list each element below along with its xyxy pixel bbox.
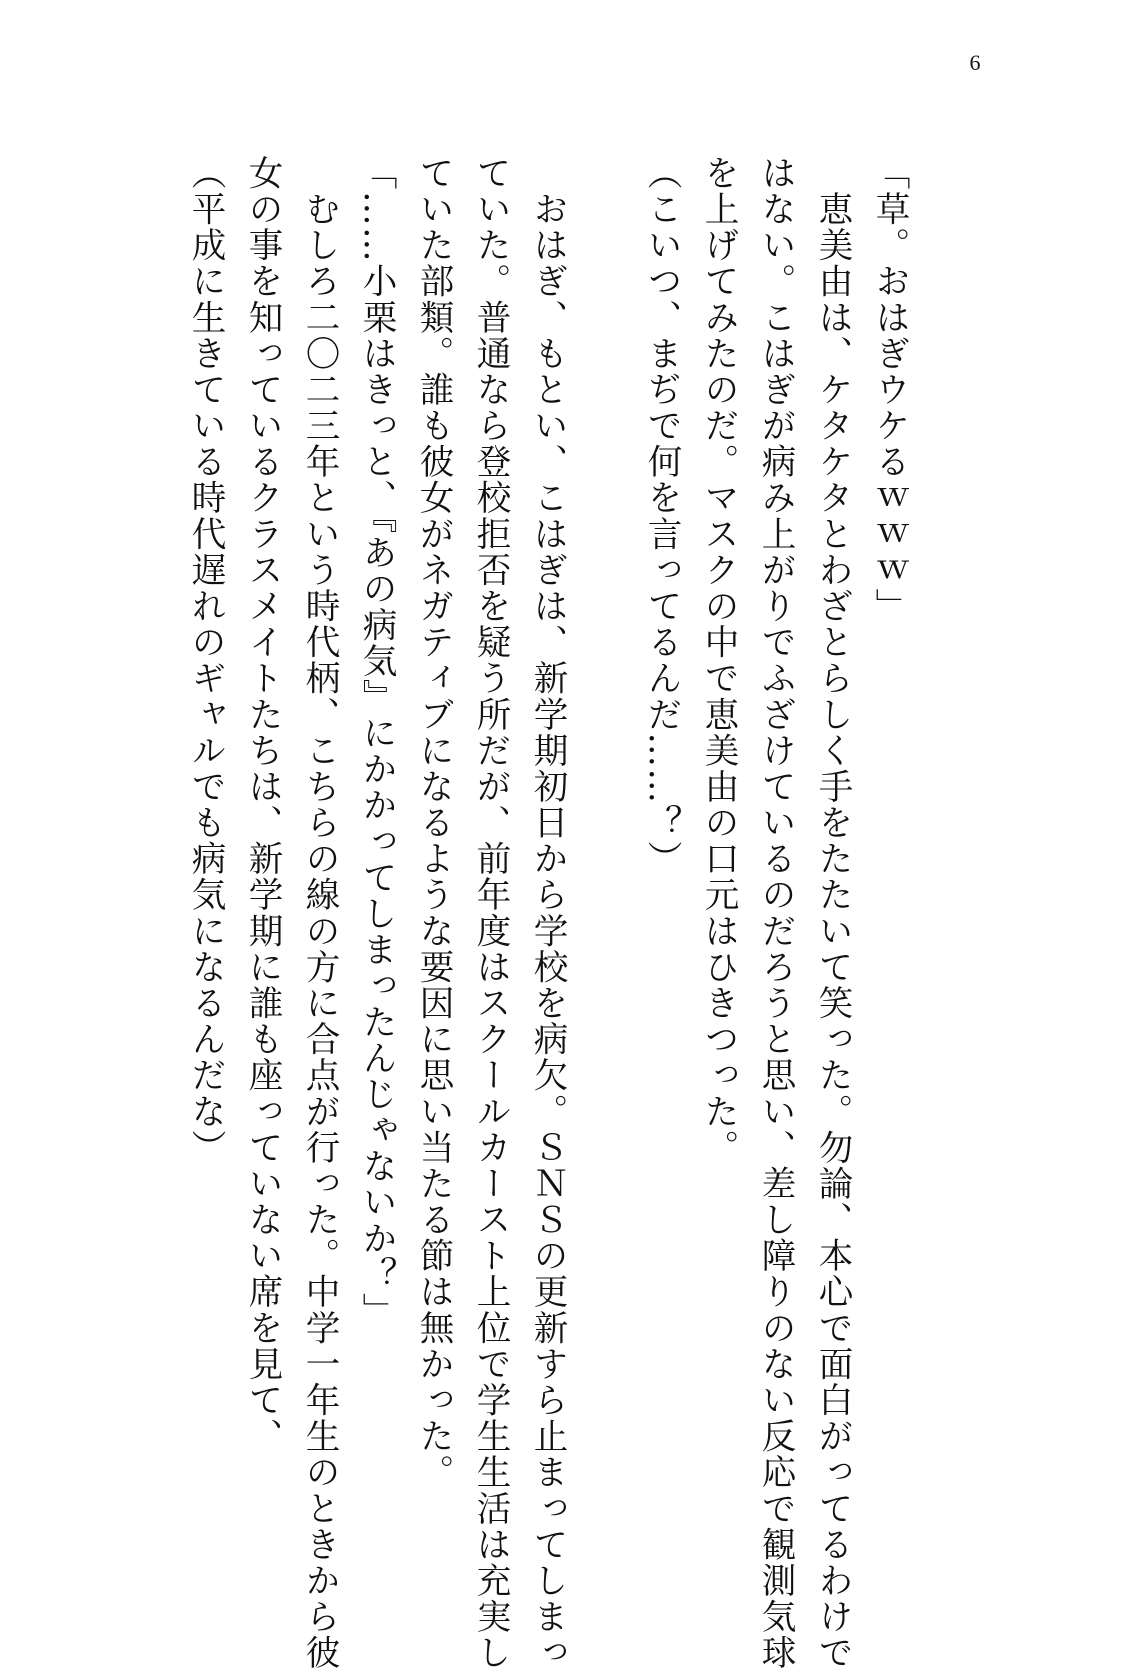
text-line: （平成に生きている時代遅れのギャルでも病気になるんだな） bbox=[185, 155, 225, 1166]
text-line: 女の事を知っているクラスメイトたちは、新学期に誰も座っていない席を見て、 bbox=[242, 155, 282, 1455]
text-line: （こいつ、まぢで何を言ってるんだ……？） bbox=[641, 155, 681, 877]
text-line: 恵美由は、ケタケタとわざとらしく手をたたいて笑った。勿論、本心で面白がってるわけで bbox=[812, 155, 852, 1671]
text-line: を上げてみたのだ。マスクの中で恵美由の口元はひきつった。 bbox=[698, 155, 738, 1166]
text-line: おはぎ、もとい、こはぎは、新学期初日から学校を病欠。ＳＮＳの更新すら止まってしまっ bbox=[527, 155, 567, 1671]
text-line: ていた。普通なら登校拒否を疑う所だが、前年度はスクールカースト上位で学生生活は充実し bbox=[470, 155, 510, 1671]
paragraph-gap bbox=[575, 155, 632, 1395]
page-number: 6 bbox=[969, 50, 981, 75]
text-line: 「……小栗はきっと、『あの病気』にかかってしまったんじゃないか？」 bbox=[356, 155, 396, 1329]
text-line: むしろ二〇二三年という時代柄、こちらの線の方に合点が行った。中学一年生のときから彼 bbox=[299, 155, 339, 1671]
text-line: はない。こはぎが病み上がりでふざけているのだろうと思い、差し障りのない反応で観測気球 bbox=[755, 155, 795, 1671]
body-text bbox=[176, 155, 917, 1671]
text-line: 「草。おはぎウケるｗｗｗ」 bbox=[869, 155, 909, 625]
text-line: ていた部類。誰も彼女がネガティブになるような要因に思い当たる節は無かった。 bbox=[413, 155, 453, 1491]
